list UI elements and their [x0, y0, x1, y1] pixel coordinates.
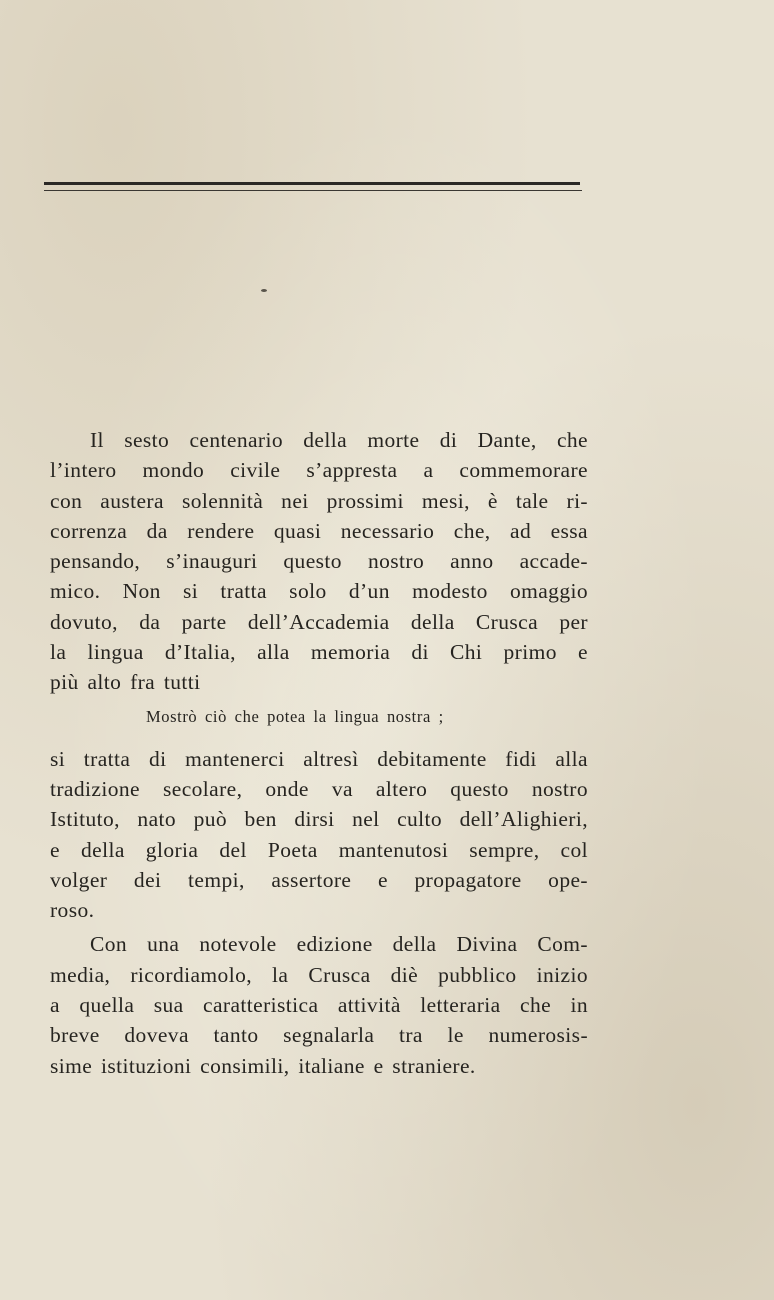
body-text — [50, 425, 588, 1081]
text-line: tradizione secolare, onde va altero questo nostro — [50, 776, 588, 801]
text-line: roso. — [50, 898, 95, 923]
text-line: la lingua d’Italia, alla memoria di Chi primo e — [50, 640, 588, 665]
text-line: Il sesto centenario della morte di Dante, che — [90, 428, 588, 452]
dante-quotation: Mostrò ciò che potea la lingua nostra ; — [146, 706, 444, 726]
text-line: più alto fra tutti — [50, 670, 201, 695]
text-line: pensando, s’inauguri questo nostro anno accade- — [50, 549, 588, 574]
header-rule-thick — [44, 182, 580, 185]
text-line: l’intero mondo civile s’appresta a commemorare — [50, 458, 588, 483]
text-line: a quella sua caratteristica attività letteraria che in — [50, 993, 588, 1018]
text-line: dovuto, da parte dell’Accademia della Crusca per — [50, 609, 588, 634]
text-line: breve doveva tanto segnalarla tra le numerosis- — [50, 1023, 588, 1048]
paragraph-3 — [50, 929, 588, 1080]
text-line: media, ricordiamolo, la Crusca diè pubblico inizio — [50, 962, 588, 987]
text-line: si tratta di mantenerci altresì debitamente fidi alla — [50, 746, 588, 771]
text-line: sime istituzioni consimili, italiane e straniere. — [50, 1053, 476, 1078]
header-rule-thin — [44, 190, 582, 191]
text-line: correnza da rendere quasi necessario che, ad essa — [50, 518, 588, 543]
text-line: e della gloria del Poeta mantenutosi sempre, col — [50, 837, 588, 862]
paragraph-2 — [50, 744, 588, 926]
text-line: Istituto, nato può ben dirsi nel culto dell’Alighieri, — [50, 807, 588, 832]
ink-speck — [261, 289, 267, 292]
paragraph-1 — [50, 425, 588, 698]
text-line: Con una notevole edizione della Divina Com- — [90, 932, 588, 957]
text-line: volger dei tempi, assertore e propagatore ope- — [50, 867, 588, 892]
text-line: mico. Non si tratta solo d’un modesto omaggio — [50, 579, 588, 604]
text-line: con austera solennità nei prossimi mesi, è tale ri- — [50, 488, 588, 513]
